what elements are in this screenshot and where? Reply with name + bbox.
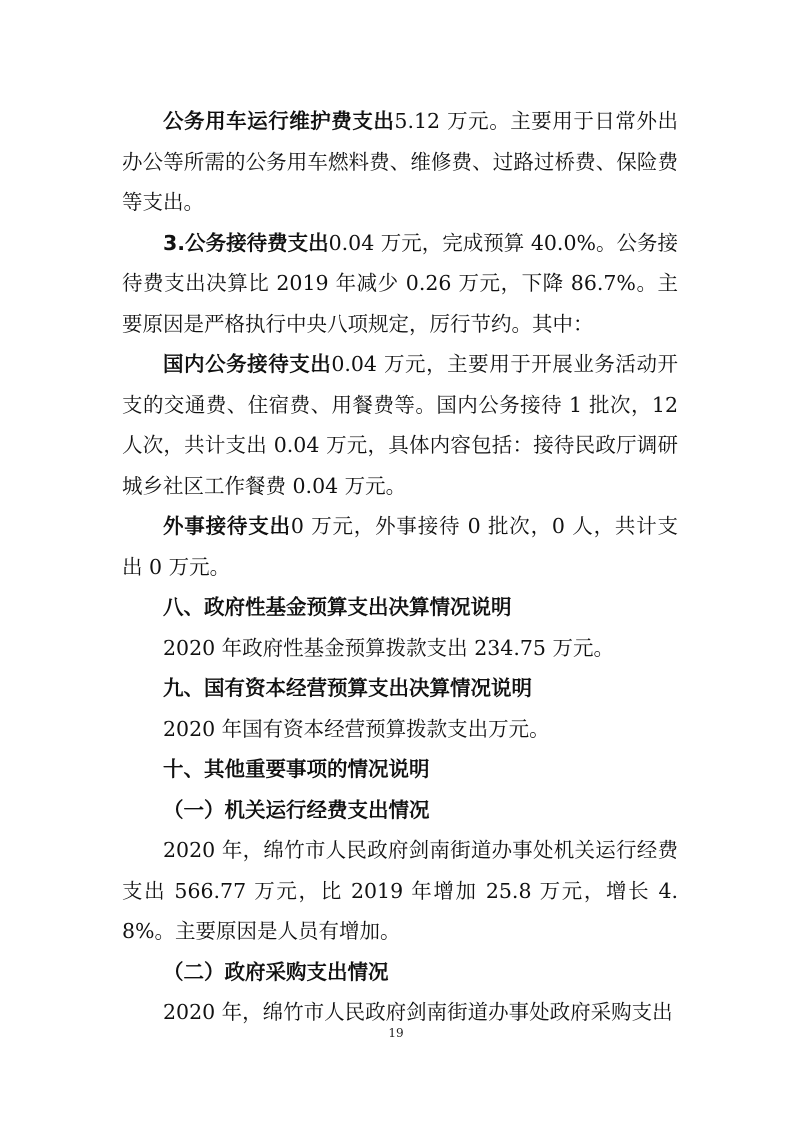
paragraph-vehicle-maintenance <box>122 101 678 223</box>
section-heading: 八、政府性基金预算支出决算情况说明 <box>163 595 512 619</box>
paragraph-text: 0.04 万元，完成预算 40.0%。公务接待费支出决算比 2019 年减少 0.26 万元，下降 86.7%。主要原因是严格执行中央八项规定，厉行节约。其中： <box>122 230 678 336</box>
subsection-heading: （一）机关运行经费支出情况 <box>163 797 430 822</box>
page-number: 19 <box>388 1026 404 1040</box>
paragraph-foreign-reception <box>122 506 678 587</box>
paragraph-text: 5.12 万元。主要用于日常外出办公等所需的公务用车燃料费、维修费、过路过桥费、保险费等支出。 <box>122 109 678 214</box>
section-text: 2020 年政府性基金预算拨款支出 234.75 万元。 <box>163 635 614 660</box>
lead-term: 外事接待支出 <box>163 514 291 538</box>
lead-term: 国内公务接待支出 <box>163 352 332 376</box>
lead-term: 公务用车运行维护费支出 <box>163 109 395 133</box>
lead-term: 3.公务接待费支出 <box>163 230 329 255</box>
paragraph-text: 0.04 万元，主要用于开展业务活动开支的交通费、住宿费、用餐费等。国内公务接待 1 批次，12 人次，共计支出 0.04 万元，具体内容包括：接待民政厅调研城乡社区工作餐费 0.04 万元。 <box>122 352 678 498</box>
subsection-text: 2020 年，绵竹市人民政府剑南街道办事处政府采购支出 <box>163 1000 673 1024</box>
subsection-heading: （二）政府采购支出情况 <box>163 959 389 984</box>
section-heading: 十、其他重要事项的情况说明 <box>163 757 430 781</box>
document-body <box>122 101 678 1033</box>
section-text: 2020 年国有资本经营预算拨款支出万元。 <box>163 716 550 741</box>
paragraph-text: 0 万元，外事接待 0 批次，0 人，共计支出 0 万元。 <box>122 514 678 579</box>
paragraph-reception-expense <box>122 223 678 345</box>
section-heading: 九、国有资本经营预算支出决算情况说明 <box>163 676 532 700</box>
subsection-text: 2020 年，绵竹市人民政府剑南街道办事处机关运行经费支出 566.77 万元，比 2019 年增加 25.8 万元，增长 4.8%。主要原因是人员有增加。 <box>122 838 678 943</box>
paragraph-domestic-reception <box>122 344 678 506</box>
